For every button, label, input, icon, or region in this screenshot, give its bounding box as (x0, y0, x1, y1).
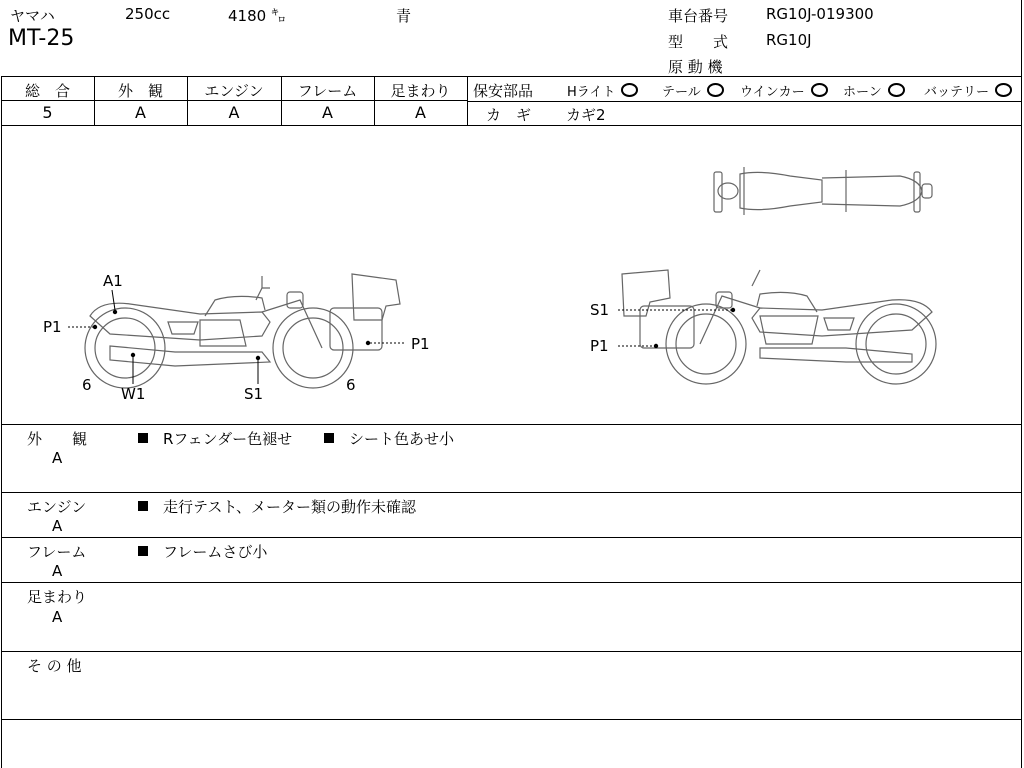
remark-note: シート色あせ小 (349, 430, 455, 448)
ok-mark-icon (888, 83, 905, 97)
ok-mark-icon (995, 83, 1012, 97)
ok-mark-icon (811, 83, 828, 97)
remark-label-other: そ の 他 (27, 657, 82, 675)
label-a1: A1 (103, 272, 123, 290)
bike-top-view (714, 167, 932, 215)
bullet-icon (138, 501, 148, 511)
label-six-front: 6 (82, 376, 92, 394)
remark-grade-exterior: A (52, 449, 63, 467)
label-p1-bag: P1 (411, 335, 430, 353)
ok-mark-icon (707, 83, 724, 97)
remark-label-frame: フレーム (27, 543, 87, 561)
remark-grade-engine: A (52, 517, 63, 535)
remark-grade-frame: A (52, 562, 63, 580)
label-p1-front: P1 (43, 318, 62, 336)
rating-header-overall: 総 合 (24, 82, 70, 100)
rule-top (1, 76, 1022, 77)
rating-header-suspension: 足まわり (390, 82, 451, 100)
safety-item-winker: ウインカー (740, 81, 828, 100)
rating-value-overall: 5 (42, 103, 53, 122)
left-view-markers (68, 290, 406, 384)
remark-label-exterior: 外 観 (27, 430, 88, 448)
remark-grade-suspension: A (52, 608, 63, 626)
rating-value-suspension: A (415, 103, 426, 122)
bike-right-view (622, 270, 936, 384)
chassis-label: 車台番号 (668, 7, 729, 25)
key-value: カギ2 (566, 106, 606, 124)
safety-item-battery: バッテリー (924, 81, 1012, 100)
label-six-rear: 6 (346, 376, 356, 394)
color: 青 (396, 7, 412, 25)
motorcycle-diagram (0, 126, 1024, 424)
key-label: カ ギ (486, 106, 532, 124)
ok-mark-icon (621, 83, 638, 97)
rating-header-engine: エンジン (204, 82, 264, 100)
rating-value-exterior: A (135, 103, 146, 122)
rating-value-engine: A (228, 103, 240, 122)
remark-note: フレームさび小 (163, 543, 268, 561)
type-value: RG10J (766, 31, 812, 49)
safety-item-headlight: Hライト (567, 81, 638, 100)
label-w1: W1 (121, 385, 146, 403)
bullet-icon (138, 546, 148, 556)
bullet-icon (138, 433, 148, 443)
remark-label-engine: エンジン (27, 498, 87, 516)
maker: ヤマハ (10, 7, 55, 25)
safety-label: 保安部品 (473, 82, 534, 100)
safety-item-tail: テール (662, 81, 724, 100)
displacement: 250cc (125, 5, 171, 23)
rating-value-frame: A (322, 103, 333, 122)
remark-label-suspension: 足まわり (27, 588, 88, 606)
rating-header-exterior: 外 観 (117, 82, 163, 100)
bike-left-view (85, 274, 400, 388)
engine-label: 原 動 機 (668, 58, 723, 76)
label-s1: S1 (244, 385, 264, 403)
remark-note: Rフェンダー色褪せ (163, 430, 293, 448)
label-right-p1: P1 (590, 337, 609, 355)
bullet-icon (324, 433, 334, 443)
mileage: 4180 ㌔ (228, 7, 286, 25)
model-name: MT-25 (8, 26, 75, 51)
safety-item-horn: ホーン (843, 81, 905, 100)
type-label: 型 式 (668, 33, 729, 51)
rating-header-frame: フレーム (297, 82, 358, 100)
label-right-s1: S1 (590, 301, 610, 319)
remark-note: 走行テスト、メーター類の動作未確認 (163, 498, 417, 516)
chassis-value: RG10J-019300 (766, 5, 874, 23)
